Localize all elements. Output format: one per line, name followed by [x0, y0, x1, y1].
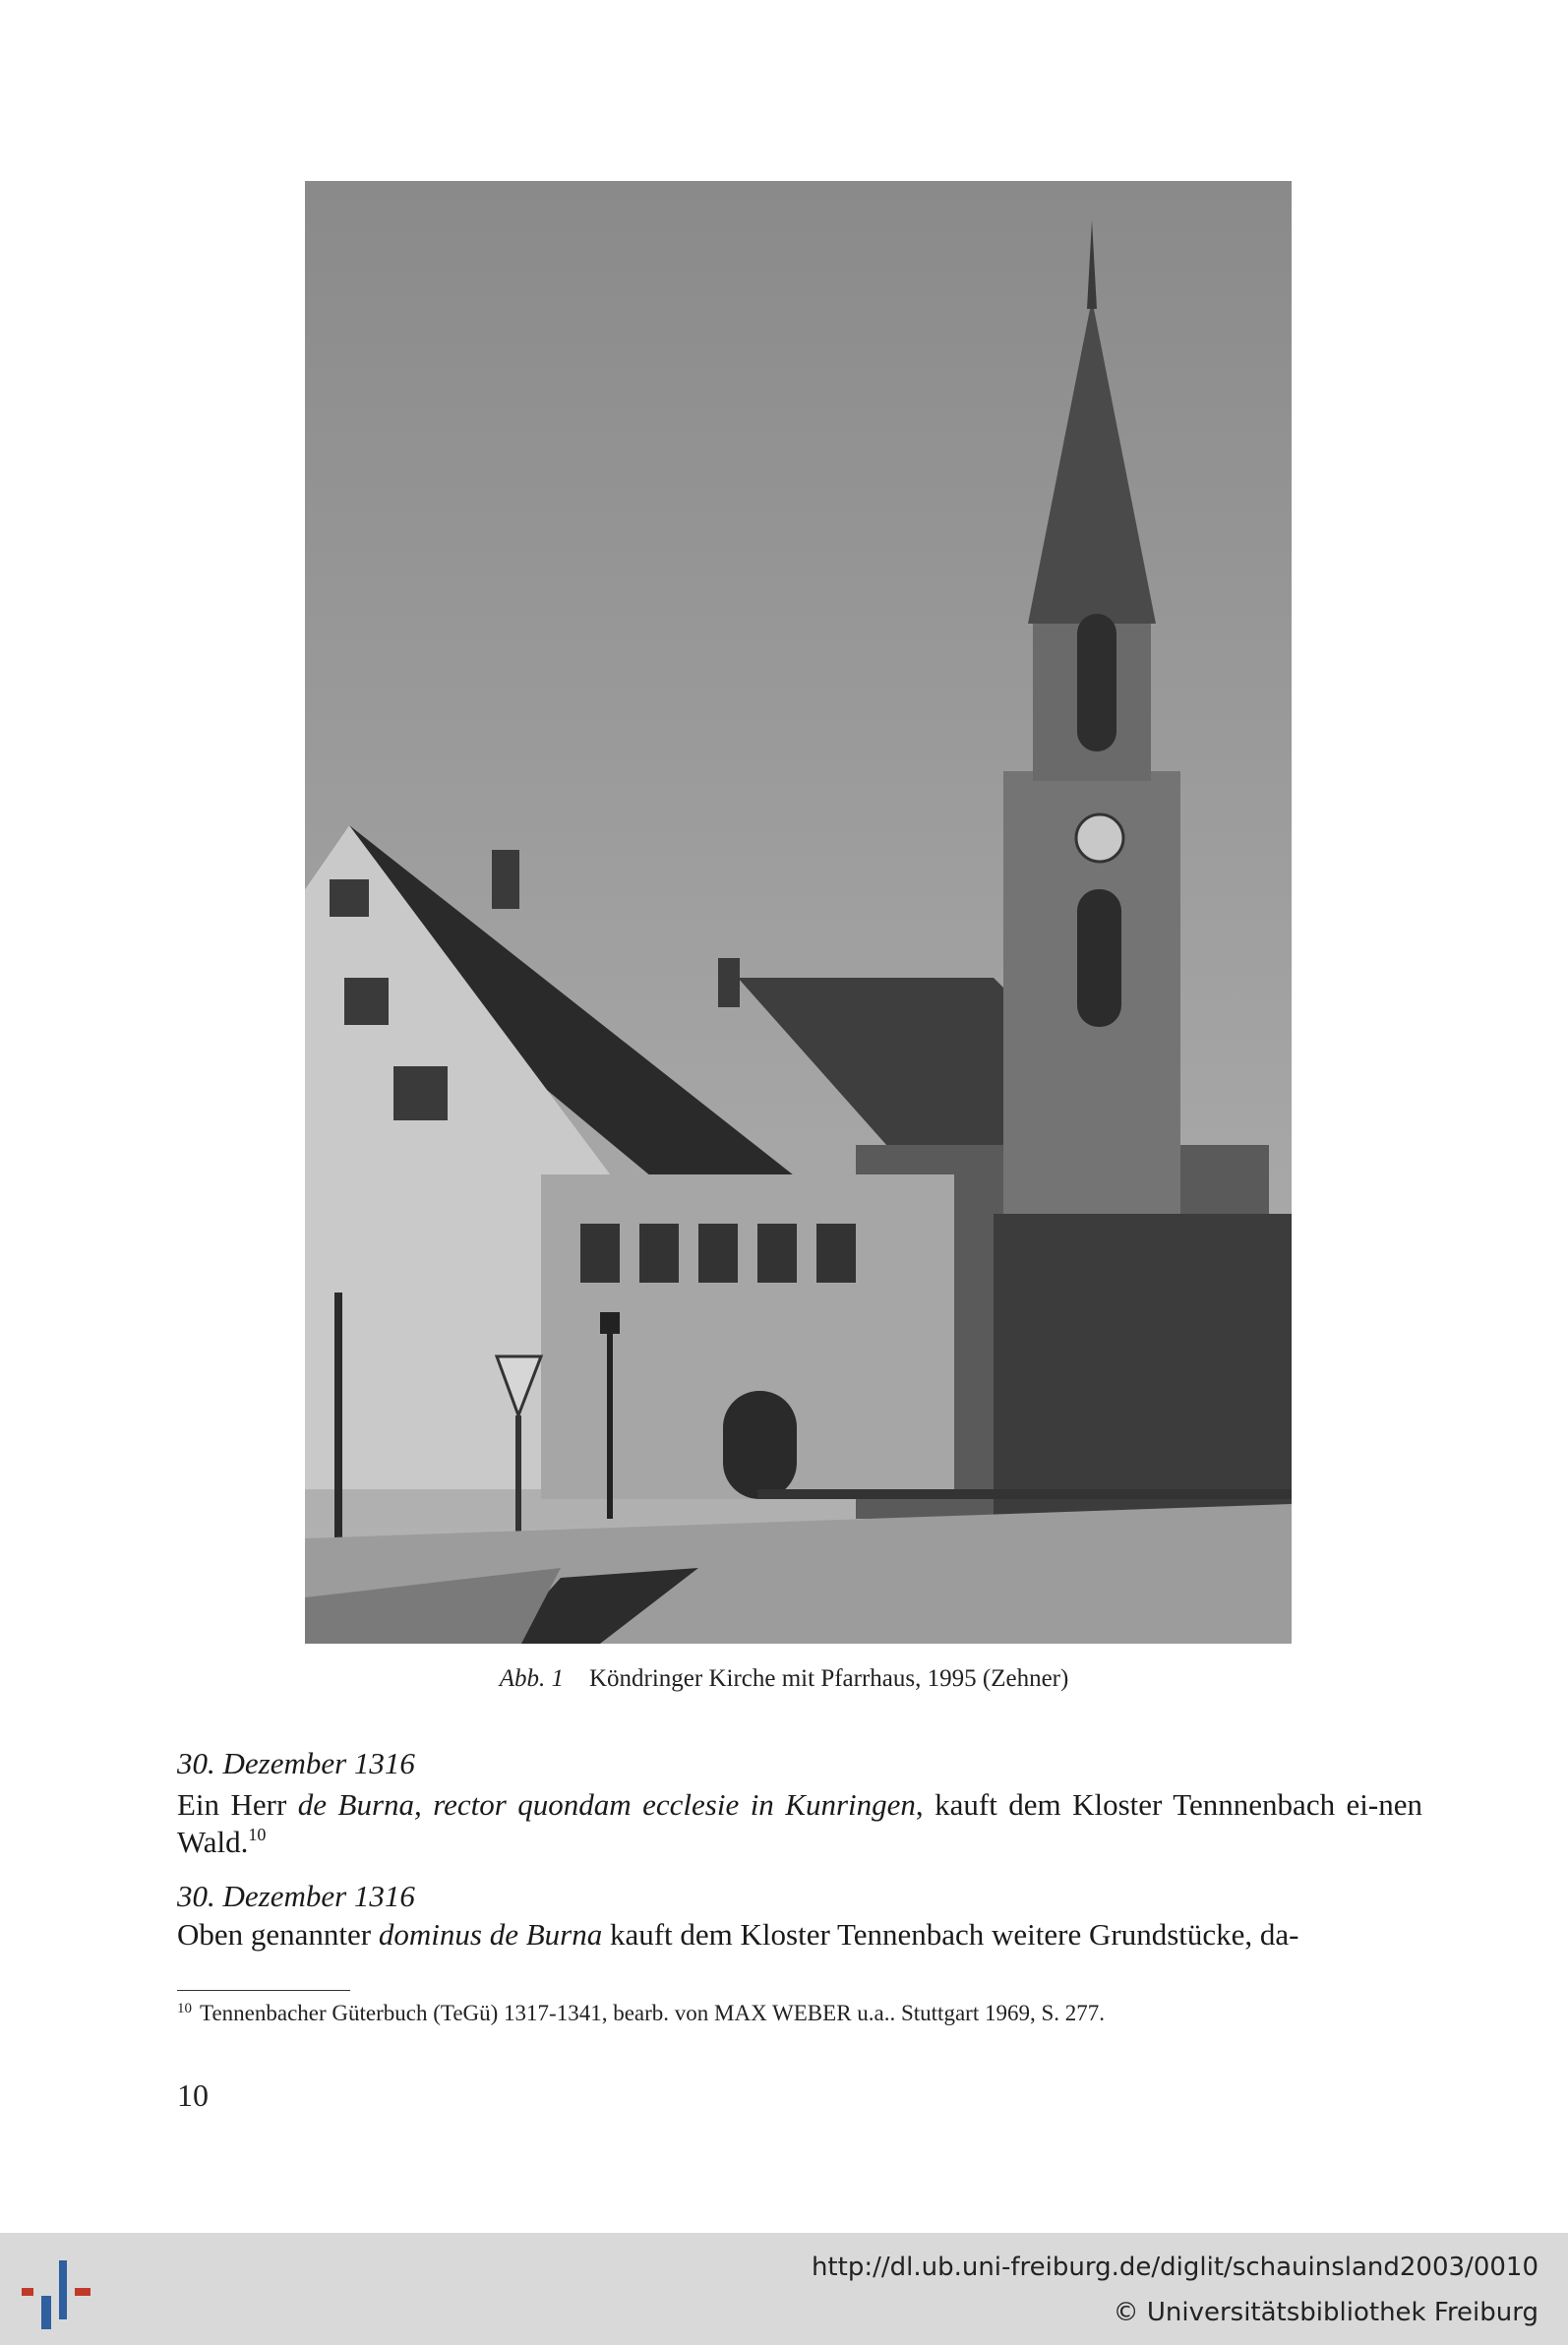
figure-caption: [0, 1665, 1568, 1693]
entry-date: 30. Dezember 1316: [177, 1879, 415, 1913]
entry-text-start: Oben genannter: [177, 1917, 379, 1952]
entry-text-start: Ein Herr: [177, 1787, 298, 1822]
entry-text-italic: dominus de Burna: [378, 1917, 603, 1952]
figure-label: Abb. 1: [499, 1665, 564, 1692]
entry-text: [177, 1916, 1422, 1954]
figure-caption-text: Köndringer Kirche mit Pfarrhaus, 1995 (Zehner): [588, 1665, 1069, 1692]
entry-date: 30. Dezember 1316: [177, 1746, 415, 1780]
footer-bar: [0, 2233, 1568, 2345]
footnote-divider: [177, 1990, 350, 1991]
footnote-text: Tennenbacher Güterbuch (TeGü) 1317-1341, bearb. von MAX WEBER u.a.. Stuttgart 1969, S. 277.: [200, 2001, 1105, 2025]
footnote-number: 10: [177, 2001, 192, 2016]
footer-url[interactable]: http://dl.ub.uni-freiburg.de/diglit/schauinsland2003/0010: [811, 2253, 1538, 2282]
entry-text-end: kauft dem Kloster Tennenbach weitere Grundstücke, da-: [602, 1917, 1299, 1952]
footnote: [177, 2001, 1105, 2026]
footnote-ref: 10: [248, 1825, 267, 1844]
entry-text: [177, 1786, 1422, 1861]
footer-copyright: © Universitätsbibliothek Freiburg: [1113, 2298, 1538, 2327]
entry-text-italic: de Burna, rector quondam ecclesie in Kunringen: [297, 1787, 916, 1822]
entry-text-end: , kauft dem Kloster Tennnenbach ei-nen Wald.: [177, 1787, 1422, 1859]
church-photo: [305, 181, 1292, 1644]
page-number: 10: [177, 2077, 209, 2113]
library-logo-icon: [20, 2253, 98, 2331]
